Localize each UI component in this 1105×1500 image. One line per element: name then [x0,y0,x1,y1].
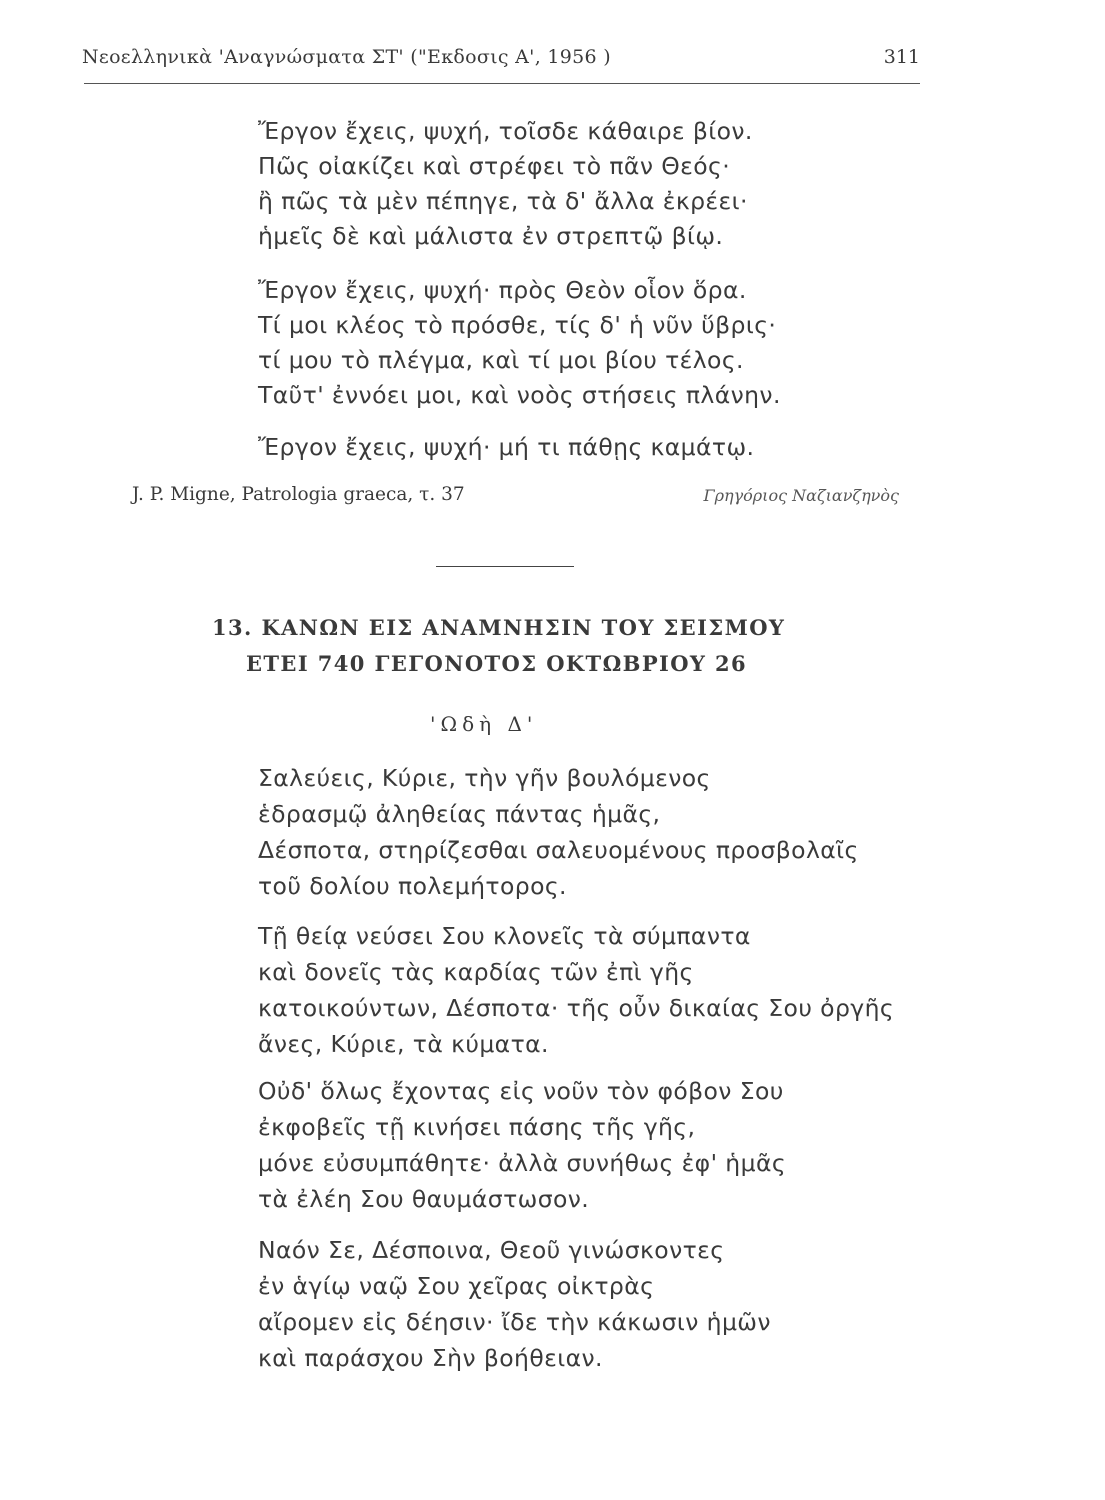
verse-line: ἄνες, Κύριε, τὰ κύματα. [258,1030,549,1058]
verse-line: Ἔργον ἔχεις, ψυχή· πρὸς Θεὸν οἷον ὅρα. [258,276,747,304]
section-divider [436,566,574,567]
verse-line: Ἔργον ἔχεις, ψυχή· μή τι πάθῃς καμάτῳ. [258,433,755,461]
verse-line: μόνε εὐσυμπάθητε· ἀλλὰ συνήθως ἐφ' ἡμᾶς [258,1149,787,1177]
verse-line: ἡμεῖς δὲ καὶ μάλιστα ἐν στρεπτῷ βίῳ. [258,222,724,250]
poem2-stanza-1 [258,760,859,904]
verse-line: Οὐδ' ὅλως ἔχοντας εἰς νοῦν τὸν φόβον Σου [258,1077,784,1105]
author-name: Γρηγόριος Ναζιανζηνὸς [703,486,899,505]
verse-line: καὶ δονεῖς τὰς καρδίας τῶν ἐπὶ γῆς [258,958,694,986]
verse-line: τοῦ δολίου πολεμήτορος. [258,872,567,900]
verse-line: Δέσποτα, στηρίζεσθαι σαλευομένους προσβολαῖς [258,836,859,864]
verse-line: Τί μοι κλέος τὸ πρόσθε, τίς δ' ἡ νῦν ὕβρις· [258,311,777,339]
header-title: Νεοελληνικὰ 'Αναγνώσματα ΣΤ' ("Εκδοσις Α', 1956 ) [82,46,611,68]
poem2-stanza-2 [258,918,894,1062]
running-header [82,46,920,80]
verse-line: Ταῦτ' ἐννόει μοι, καὶ νοὸς στήσεις πλάνην. [258,381,781,409]
poem2-stanza-3 [258,1073,786,1217]
verse-line: Πῶς οἰακίζει καὶ στρέφει τὸ πᾶν Θεός· [258,152,731,180]
verse-line: ἑδρασμῷ ἀληθείας πάντας ἡμᾶς, [258,800,661,828]
verse-line: Τῇ θείᾳ νεύσει Σου κλονεῖς τὰ σύμπαντα [258,922,751,950]
verse-line: τὰ ἐλέη Σου θαυμάστωσον. [258,1185,590,1213]
section-heading-line-1: 13. ΚΑΝΩΝ ΕΙΣ ΑΝΑΜΝΗΣΙΝ ΤΟΥ ΣΕΙΣΜΟΥ [212,615,786,640]
poem1-stanza-2 [258,273,781,413]
verse-line: ἐκφοβεῖς τῇ κινήσει πάσης τῆς γῆς, [258,1113,696,1141]
poem1-stanza-3 [258,430,754,465]
header-rule [84,83,920,84]
verse-line: κατοικούντων, Δέσποτα· τῆς οὖν δικαίας Σου ὀργῆς [258,994,895,1022]
verse-line: Ναόν Σε, Δέσποινα, Θεοῦ γινώσκοντες [258,1236,725,1264]
poem2-stanza-4 [258,1232,771,1376]
verse-line: Σαλεύεις, Κύριε, τὴν γῆν βουλόμενος [258,764,711,792]
verse-line: αἴρομεν εἰς δέησιν· ἴδε τὴν κάκωσιν ἡμῶν [258,1308,771,1336]
section-heading-line-2: ΕΤΕΙ 740 ΓΕΓΟΝΟΤΟΣ ΟΚΤΩΒΡΙΟΥ 26 [246,651,748,676]
verse-line: Ἔργον ἔχεις, ψυχή, τοῖσδε κάθαιρε βίον. [258,117,753,145]
source-citation: J. P. Migne, Patrologia graeca, τ. 37 [132,484,465,505]
verse-line: ἢ πῶς τὰ μὲν πέπηγε, τὰ δ' ἄλλα ἐκρέει· [258,187,748,215]
poem1-stanza-1 [258,114,753,254]
verse-line: ἐν ἁγίῳ ναῷ Σου χεῖρας οἰκτρὰς [258,1272,655,1300]
page-number: 311 [883,46,920,68]
verse-line: καὶ παράσχου Σὴν βοήθειαν. [258,1344,603,1372]
verse-line: τί μου τὸ πλέγμα, καὶ τί μοι βίου τέλος. [258,346,744,374]
ode-title: 'Ωδὴ Δ' [430,712,538,736]
